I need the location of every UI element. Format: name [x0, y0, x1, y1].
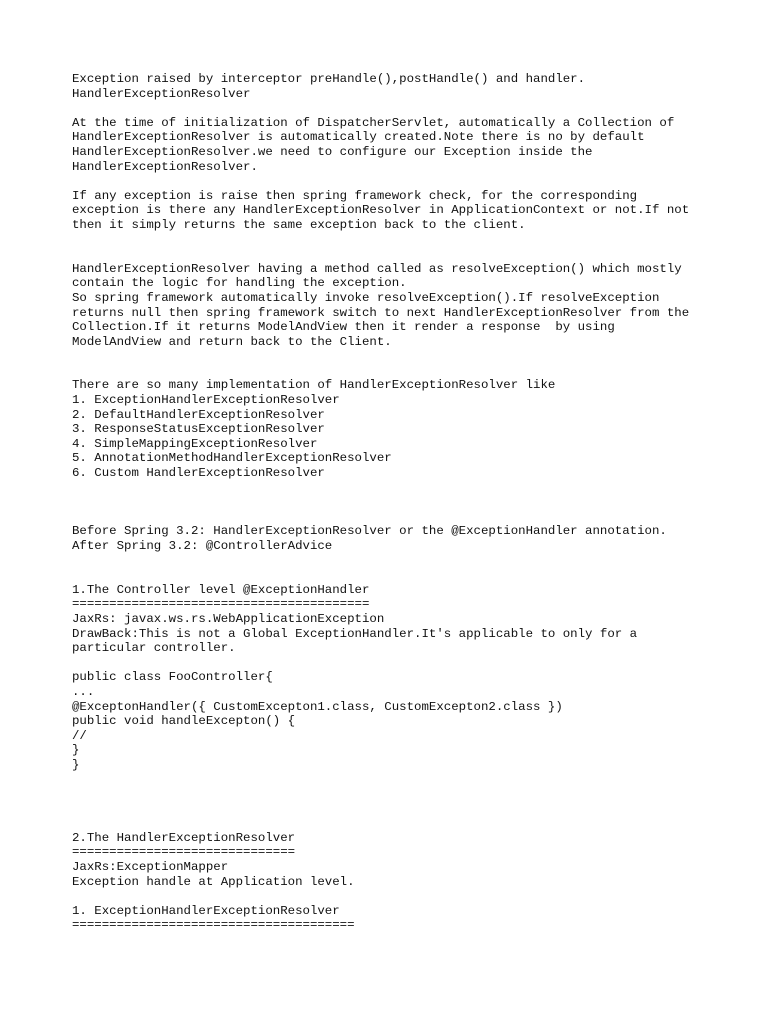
document-text: Exception raised by interceptor preHandle(),postHandle() and handler. HandlerExceptionResolver At the time of initialization of DispatcherServlet, automatically a Collection of HandlerExceptionResolver is automatically created.Note there is no by default HandlerExceptionResolver.we need to configure our Exception inside the HandlerExceptionResolver. If any exception is raise then spring framework check, for the corresponding exception is there any HandlerExceptionResolver in ApplicationContext or not.If not then it simply returns the same exception back to the client. HandlerExceptionResolver having a method called as resolveException() which mostly contain the logic for handling the exception. So spring framework automatically invoke resolveException().If resolveException returns null then spring framework switch to next HandlerExceptionResolver from the Collection.If it returns ModelAndView then it render a response by using ModelAndView and return back to the Client. There are so many implementation of HandlerExceptionResolver like 1. ExceptionHandlerExceptionResolver 2. DefaultHandlerExceptionResolver 3. ResponseStatusExceptionResolver 4. SimpleMappingExceptionResolver 5. AnnotationMethodHandlerExceptionResolver 6. Custom HandlerExceptionResolver Before Spring 3.2: HandlerExceptionResolver or the @ExceptionHandler annotation. After Spring 3.2: @ControllerAdvice 1.The Controller level @ExceptionHandler ======================================== JaxRs: javax.ws.rs.WebApplicationException DrawBack:This is not a Global ExceptionHandler.It's applicable to only for a particular controller. public class FooController{ ... @ExceptonHandler({ CustomExcepton1.class, CustomExcepton2.class }) public void handleExcepton() { // } } 2.The HandlerExceptionResolver ============================== JaxRs:ExceptionMapper Exception handle at Application level. 1. ExceptionHandlerExceptionResolver ====================================== — [72, 72, 690, 933]
